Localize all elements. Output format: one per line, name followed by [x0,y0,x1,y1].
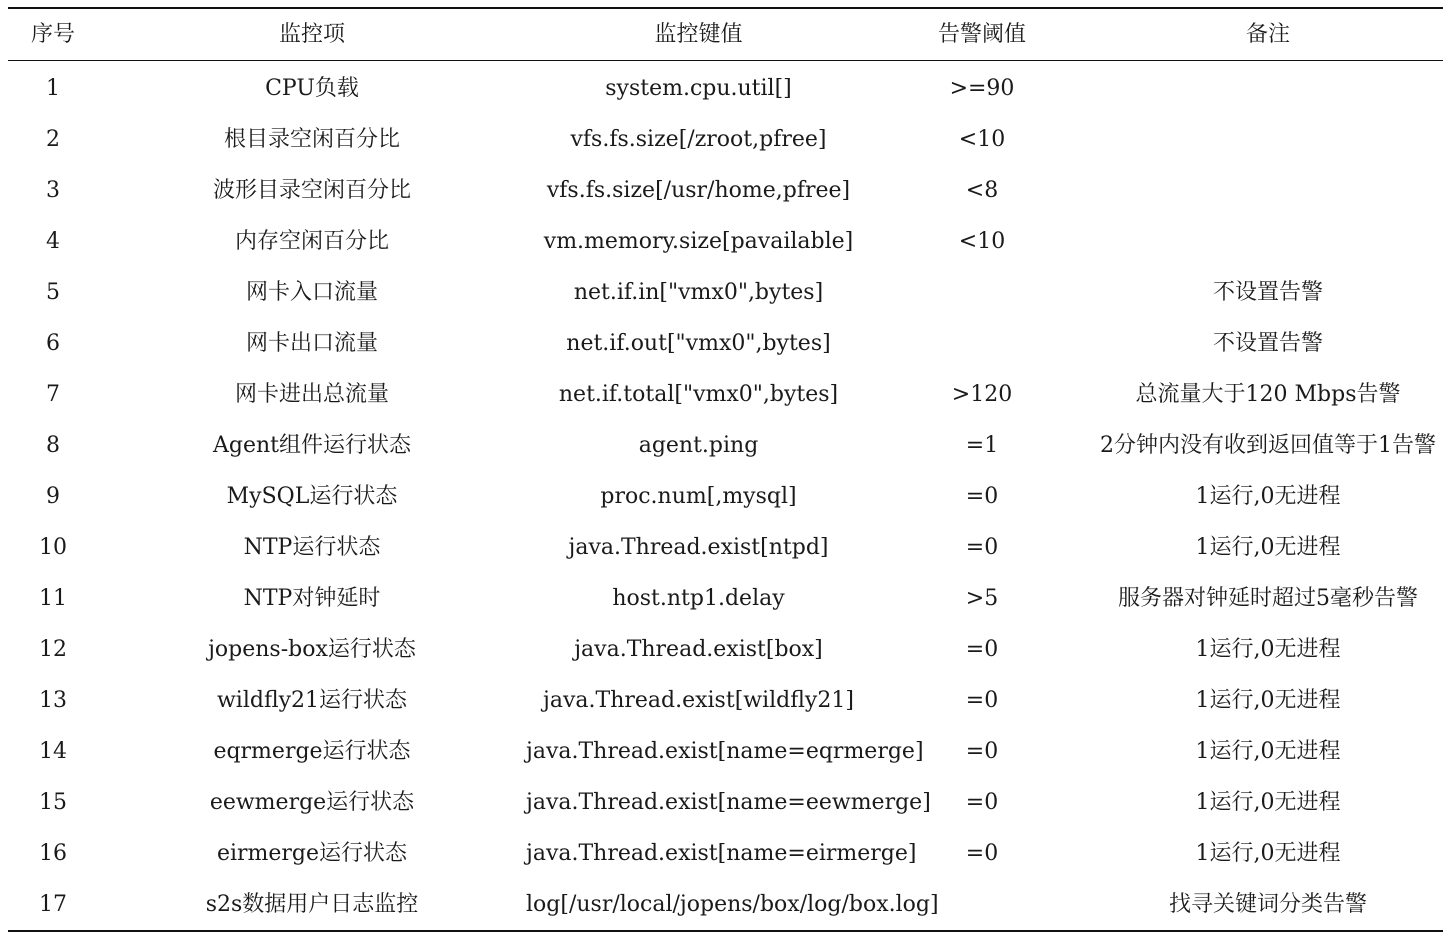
cell-item: CPU负载 [265,75,359,101]
table-row [8,573,1443,624]
header-cell-threshold: 告警阈值 [937,21,1026,47]
cell-key: java.Thread.exist[name=eewmerge] [526,789,931,815]
cell-index: 2 [46,126,60,152]
table-bottom-rule [8,930,1443,932]
cell-key: vfs.fs.size[/usr/home,pfree] [546,177,851,203]
cell-index: 13 [39,687,67,713]
table-row [8,420,1443,471]
cell-item: NTP运行状态 [243,534,381,560]
cell-index: 3 [46,177,60,203]
cell-key: java.Thread.exist[box] [574,636,823,662]
cell-index: 15 [39,789,67,815]
cell-index: 16 [39,840,67,866]
cell-item: 网卡出口流量 [245,330,378,356]
cell-threshold: <8 [965,177,999,203]
table-row [8,522,1443,573]
table-row [8,318,1443,369]
cell-threshold: =0 [965,534,999,560]
table-row [8,267,1443,318]
header-cell-remark: 备注 [1245,21,1290,47]
cell-index: 10 [39,534,67,560]
cell-key: net.if.in["vmx0",bytes] [573,279,824,305]
cell-key: agent.ping [638,432,759,458]
cell-threshold: =0 [965,840,999,866]
cell-key: vfs.fs.size[/zroot,pfree] [570,126,827,152]
table-row [8,216,1443,267]
cell-key: java.Thread.exist[ntpd] [568,534,829,560]
header-cell-index: 序号 [30,21,75,47]
header-cell-item: 监控项 [278,21,345,47]
table-row [8,624,1443,675]
cell-item: 网卡进出总流量 [234,381,389,407]
cell-item: wildfly21运行状态 [216,687,408,713]
cell-remark: 1运行,0无进程 [1195,687,1341,713]
table-row [8,369,1443,420]
table-row [8,63,1443,114]
cell-item: 内存空闲百分比 [234,228,389,254]
table-header-row [8,9,1443,60]
cell-remark: 1运行,0无进程 [1195,789,1341,815]
cell-threshold: =0 [965,687,999,713]
cell-item: s2s数据用户日志监控 [205,891,419,917]
cell-index: 9 [46,483,60,509]
cell-index: 14 [39,738,67,764]
cell-key: vm.memory.size[pavailable] [543,228,854,254]
cell-remark: 1运行,0无进程 [1195,534,1341,560]
cell-threshold: =0 [965,738,999,764]
table-row [8,471,1443,522]
cell-index: 17 [39,891,67,917]
cell-key: net.if.out["vmx0",bytes] [566,330,831,356]
cell-item: eqrmerge运行状态 [213,738,411,764]
cell-key: java.Thread.exist[wildfly21] [543,687,854,713]
cell-index: 11 [39,585,67,611]
cell-item: jopens-box运行状态 [208,636,416,662]
table-row [8,828,1443,879]
cell-index: 4 [46,228,60,254]
cell-key: java.Thread.exist[name=eqrmerge] [526,738,924,764]
cell-remark: 总流量大于120 Mbps告警 [1135,381,1401,407]
cell-threshold: <10 [958,228,1006,254]
cell-index: 6 [46,330,60,356]
cell-threshold: =1 [965,432,999,458]
table-row [8,675,1443,726]
cell-remark: 1运行,0无进程 [1195,840,1341,866]
table-row [8,777,1443,828]
table-row [8,726,1443,777]
cell-key: proc.num[,mysql] [600,483,797,509]
cell-key: host.ntp1.delay [612,585,785,611]
cell-threshold: >120 [951,381,1013,407]
cell-remark: 服务器对钟延时超过5毫秒告警 [1118,585,1418,611]
cell-index: 7 [46,381,60,407]
cell-item: 波形目录空闲百分比 [212,177,411,203]
cell-item: 根目录空闲百分比 [223,126,400,152]
cell-threshold: =0 [965,636,999,662]
cell-index: 8 [46,432,60,458]
cell-remark: 找寻关键词分类告警 [1168,891,1367,917]
cell-item: Agent组件运行状态 [212,432,411,458]
cell-remark: 不设置告警 [1212,330,1323,356]
header-cell-key: 监控键值 [654,21,743,47]
cell-remark: 2分钟内没有收到返回值等于1告警 [1100,432,1436,458]
cell-remark: 不设置告警 [1212,279,1323,305]
cell-index: 12 [39,636,67,662]
cell-key: java.Thread.exist[name=eirmerge] [526,840,917,866]
cell-index: 1 [46,75,60,101]
cell-item: NTP对钟延时 [243,585,381,611]
cell-threshold: <10 [958,126,1006,152]
cell-key: net.if.total["vmx0",bytes] [558,381,839,407]
cell-item: 网卡入口流量 [245,279,378,305]
cell-threshold: >5 [965,585,999,611]
cell-index: 5 [46,279,60,305]
cell-remark: 1运行,0无进程 [1195,738,1341,764]
cell-item: MySQL运行状态 [226,483,398,509]
table-row [8,165,1443,216]
cell-threshold: =0 [965,789,999,815]
table-row [8,879,1443,930]
cell-item: eewmerge运行状态 [209,789,415,815]
cell-threshold: =0 [965,483,999,509]
cell-threshold: >=90 [949,75,1015,101]
cell-remark: 1运行,0无进程 [1195,483,1341,509]
cell-item: eirmerge运行状态 [216,840,408,866]
monitoring-table [8,7,1443,932]
cell-remark: 1运行,0无进程 [1195,636,1341,662]
table-row [8,114,1443,165]
cell-key: system.cpu.util[] [605,75,792,101]
table-body [8,61,1443,930]
cell-key: log[/usr/local/jopens/box/log/box.log] [526,891,939,917]
